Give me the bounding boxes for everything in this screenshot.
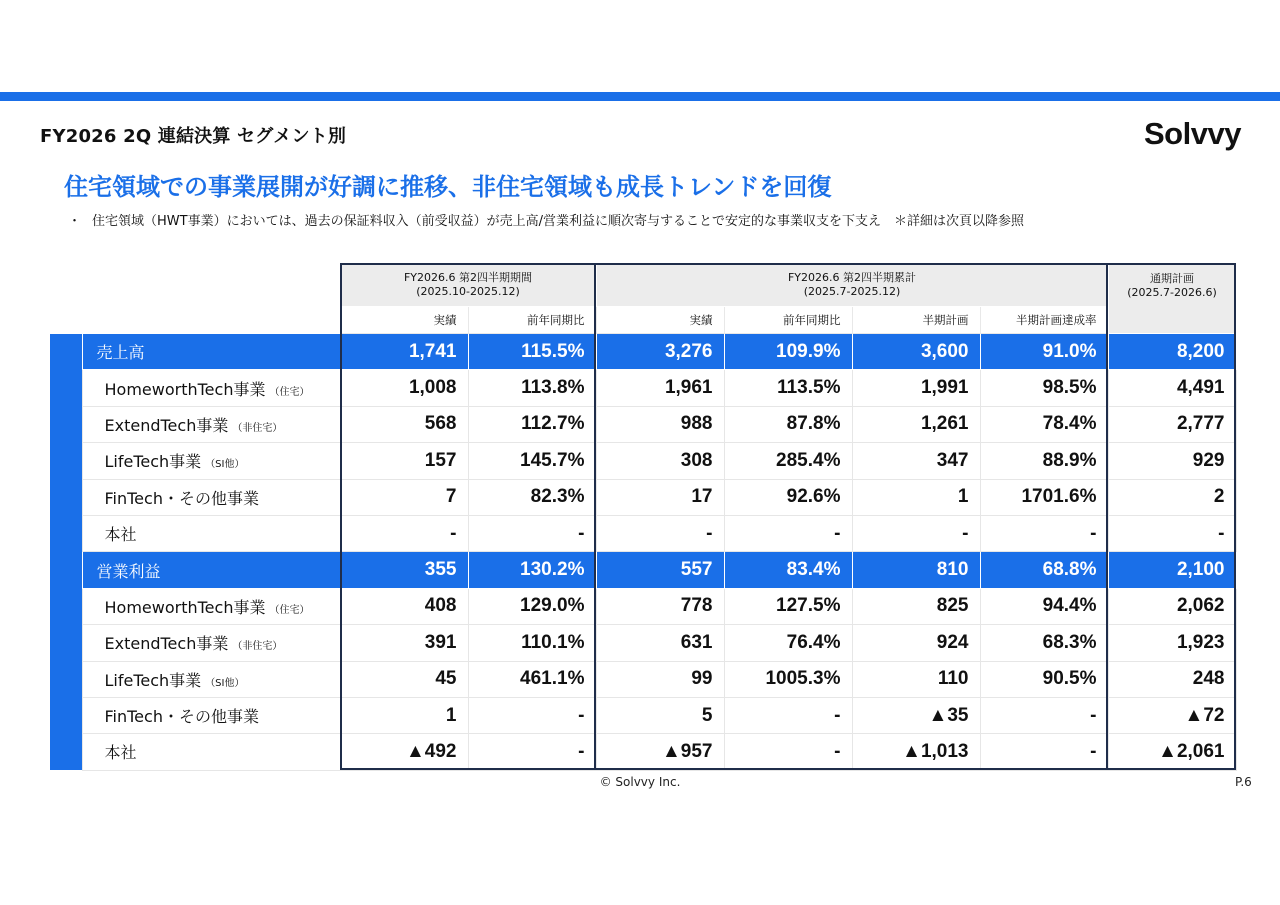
cell: 157 [340, 443, 468, 479]
cell: - [468, 734, 596, 770]
cell: 408 [340, 588, 468, 624]
cell: 1701.6% [980, 479, 1108, 515]
cell: - [724, 734, 852, 770]
cell: 391 [340, 625, 468, 661]
cell: - [340, 515, 468, 551]
cell: 825 [852, 588, 980, 624]
headline: 住宅領域での事業展開が好調に推移、非住宅領域も成長トレンドを回復 [64, 173, 832, 201]
cell: 78.4% [980, 406, 1108, 442]
table-row [50, 661, 1236, 697]
column-header: 前年同期比 [468, 307, 596, 334]
cell: 2,062 [1108, 588, 1236, 624]
cell: ▲72 [1108, 697, 1236, 733]
table-row [50, 734, 1236, 770]
cell: ▲2,061 [1108, 734, 1236, 770]
row-label: FinTech・その他事業 [82, 697, 340, 733]
table-row [50, 370, 1236, 406]
column-header: 実績 [596, 307, 724, 334]
cell: 112.7% [468, 406, 596, 442]
table-row [50, 588, 1236, 624]
cell: 88.9% [980, 443, 1108, 479]
cell: 8,200 [1108, 334, 1236, 370]
cell: 109.9% [724, 334, 852, 370]
row-label: 売上高 [82, 334, 340, 370]
sales-accent-bar [50, 334, 82, 552]
group-header-q2: FY2026.6 第2四半期期間 (2025.10-2025.12) [340, 264, 596, 307]
bullet-note [68, 210, 1024, 229]
table-row [50, 697, 1236, 733]
table-row [50, 479, 1236, 515]
cell: 1,961 [596, 370, 724, 406]
cell: 1,261 [852, 406, 980, 442]
cell: 110 [852, 661, 980, 697]
cell: 130.2% [468, 552, 596, 588]
profit-accent-bar [50, 552, 82, 770]
cell: ▲35 [852, 697, 980, 733]
column-header: 前年同期比 [724, 307, 852, 334]
row-label: 本社 [82, 734, 340, 770]
cell: - [468, 515, 596, 551]
row-label: 営業利益 [82, 552, 340, 588]
cell: 7 [340, 479, 468, 515]
cell: 68.8% [980, 552, 1108, 588]
cell: 45 [340, 661, 468, 697]
cell: 2 [1108, 479, 1236, 515]
sales-total-row [50, 334, 1236, 370]
segment-table [50, 263, 1237, 771]
row-label: ExtendTech事業 （非住宅） [82, 625, 340, 661]
cell: 285.4% [724, 443, 852, 479]
cell: 127.5% [724, 588, 852, 624]
row-label: ExtendTech事業 （非住宅） [82, 406, 340, 442]
cell: 1,008 [340, 370, 468, 406]
cell: 1,991 [852, 370, 980, 406]
cell: 810 [852, 552, 980, 588]
cell: 92.6% [724, 479, 852, 515]
cell: 2,777 [1108, 406, 1236, 442]
group-header-h1: FY2026.6 第2四半期累計 (2025.7-2025.12) [596, 264, 1108, 307]
row-label: FinTech・その他事業 [82, 479, 340, 515]
cell: 82.3% [468, 479, 596, 515]
cell: ▲492 [340, 734, 468, 770]
cell: 248 [1108, 661, 1236, 697]
cell: - [980, 515, 1108, 551]
cell: - [724, 515, 852, 551]
cell: 778 [596, 588, 724, 624]
cell: 988 [596, 406, 724, 442]
cell: 94.4% [980, 588, 1108, 624]
cell: 308 [596, 443, 724, 479]
cell: 110.1% [468, 625, 596, 661]
page-number: P.6 [1235, 775, 1252, 789]
profit-total-row [50, 552, 1236, 588]
cell: - [468, 697, 596, 733]
cell: 1 [852, 479, 980, 515]
cell: 631 [596, 625, 724, 661]
cell: 98.5% [980, 370, 1108, 406]
cell: 115.5% [468, 334, 596, 370]
cell: - [596, 515, 724, 551]
cell: 557 [596, 552, 724, 588]
cell: 1 [340, 697, 468, 733]
cell: 3,600 [852, 334, 980, 370]
table-row [50, 406, 1236, 442]
cell: 1,741 [340, 334, 468, 370]
cell: 355 [340, 552, 468, 588]
top-accent-bar [0, 92, 1280, 101]
copyright: © Solvvy Inc. [599, 775, 681, 789]
column-header-row [50, 307, 1236, 334]
cell: 129.0% [468, 588, 596, 624]
cell: ▲1,013 [852, 734, 980, 770]
cell: 68.3% [980, 625, 1108, 661]
cell: 90.5% [980, 661, 1108, 697]
row-label: HomeworthTech事業 （住宅） [82, 370, 340, 406]
cell: - [1108, 515, 1236, 551]
cell: 17 [596, 479, 724, 515]
cell: 91.0% [980, 334, 1108, 370]
cell: 1,923 [1108, 625, 1236, 661]
cell: 2,100 [1108, 552, 1236, 588]
cell: 3,276 [596, 334, 724, 370]
cell: - [724, 697, 852, 733]
cell: 83.4% [724, 552, 852, 588]
cell: 568 [340, 406, 468, 442]
cell: ▲957 [596, 734, 724, 770]
column-header: 半期計画達成率 [980, 307, 1108, 334]
cell: 461.1% [468, 661, 596, 697]
cell: 5 [596, 697, 724, 733]
cell: 1005.3% [724, 661, 852, 697]
cell: 113.5% [724, 370, 852, 406]
bullet-marker: ・ [68, 214, 82, 229]
cell: 4,491 [1108, 370, 1236, 406]
cell: 87.8% [724, 406, 852, 442]
group-header-row [50, 264, 1236, 307]
table-row [50, 443, 1236, 479]
row-label: HomeworthTech事業 （住宅） [82, 588, 340, 624]
row-label: 本社 [82, 515, 340, 551]
cell: 924 [852, 625, 980, 661]
column-header: 実績 [340, 307, 468, 334]
row-label: LifeTech事業 （SI他） [82, 661, 340, 697]
cell: 76.4% [724, 625, 852, 661]
row-label: LifeTech事業 （SI他） [82, 443, 340, 479]
cell: 145.7% [468, 443, 596, 479]
table-row [50, 625, 1236, 661]
bullet-text: 住宅領域（HWT事業）においては、過去の保証料収入（前受収益）が売上高/営業利益に順次寄与することで安定的な事業収支を下支え ＊詳細は次頁以降参照 [92, 214, 1024, 229]
group-header-plan: 通期計画 (2025.7-2026.6) [1108, 264, 1236, 334]
cell: - [980, 734, 1108, 770]
table-row [50, 515, 1236, 551]
column-header: 半期計画 [852, 307, 980, 334]
cell: 99 [596, 661, 724, 697]
solvvy-logo: Solvvy [1144, 116, 1241, 151]
section-title: FY2026 2Q 連結決算 セグメント別 [40, 126, 347, 147]
cell: - [980, 697, 1108, 733]
cell: - [852, 515, 980, 551]
cell: 113.8% [468, 370, 596, 406]
cell: 347 [852, 443, 980, 479]
cell: 929 [1108, 443, 1236, 479]
